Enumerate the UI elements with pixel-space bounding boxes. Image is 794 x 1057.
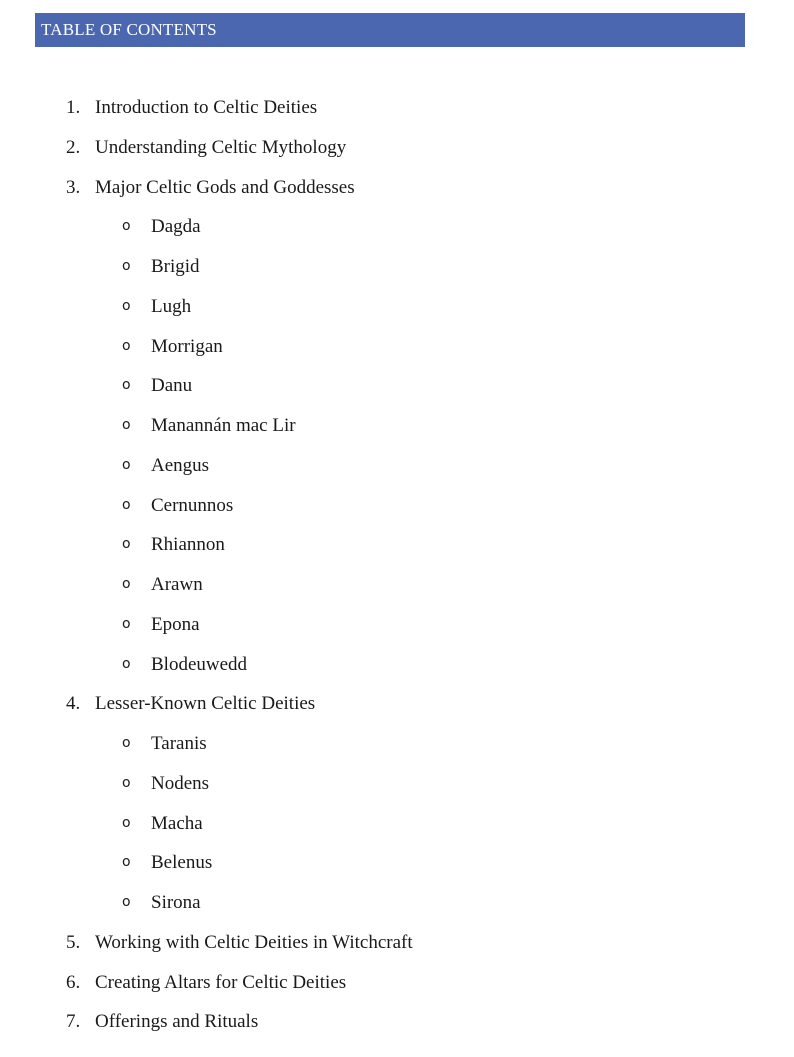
section-number: 7.: [66, 1011, 81, 1033]
hollow-bullet-icon: o: [122, 218, 131, 235]
deity-name: Taranis: [151, 733, 207, 754]
hollow-bullet-icon: o: [122, 456, 131, 473]
toc-subsection[interactable]: [0, 645, 794, 685]
toc-subsection[interactable]: [0, 605, 794, 645]
toc-subsection[interactable]: [0, 525, 794, 565]
hollow-bullet-icon: o: [122, 496, 131, 513]
toc-subsection[interactable]: [0, 565, 794, 605]
toc-section[interactable]: [0, 923, 794, 963]
hollow-bullet-icon: o: [122, 774, 131, 791]
toc-subsection[interactable]: [0, 207, 794, 247]
section-title: Working with Celtic Deities in Witchcraft: [95, 931, 413, 953]
deity-name: Dagda: [151, 216, 201, 238]
toc-subsection[interactable]: [0, 247, 794, 287]
hollow-bullet-icon: o: [122, 536, 131, 553]
toc-subsection[interactable]: [0, 406, 794, 446]
deity-name: Macha: [151, 812, 203, 834]
section-number: 2.: [66, 136, 81, 158]
section-title: Offerings and Rituals: [95, 1011, 259, 1033]
toc-subsection[interactable]: [0, 327, 794, 367]
toc-section[interactable]: [0, 963, 794, 1003]
toc-subsection[interactable]: [0, 724, 794, 764]
toc-subsection[interactable]: [0, 883, 794, 923]
deity-name: Cernunnos: [151, 494, 234, 516]
hollow-bullet-icon: o: [122, 894, 131, 910]
deity-name: Epona: [151, 613, 200, 635]
hollow-bullet-icon: o: [122, 655, 131, 672]
hollow-bullet-icon: o: [122, 814, 131, 831]
toc-section[interactable]: [0, 128, 794, 168]
hollow-bullet-icon: o: [122, 735, 131, 751]
toc-section[interactable]: [0, 168, 794, 208]
section-title: Creating Altars for Celtic Deities: [95, 971, 347, 993]
table-of-contents: [0, 88, 794, 1042]
toc-subsection[interactable]: [0, 764, 794, 804]
section-number: 5.: [66, 931, 81, 953]
toc-header-bar: [35, 13, 745, 47]
deity-name: Manannán mac Lir: [151, 415, 296, 436]
section-title: Major Celtic Gods and Goddesses: [95, 176, 355, 198]
deity-name: Morrigan: [151, 335, 223, 357]
hollow-bullet-icon: o: [122, 417, 131, 433]
hollow-bullet-icon: o: [122, 377, 131, 394]
toc-section[interactable]: [0, 88, 794, 128]
deity-name: Aengus: [151, 454, 210, 476]
section-title: Introduction to Celtic Deities: [95, 97, 318, 118]
deity-name: Rhiannon: [151, 534, 225, 556]
deity-name: Brigid: [151, 256, 200, 277]
deity-name: Lugh: [151, 295, 192, 317]
section-title: Lesser-Known Celtic Deities: [95, 693, 316, 715]
toc-section[interactable]: [0, 1002, 794, 1042]
toc-heading: TABLE OF CONTENTS: [41, 20, 217, 39]
hollow-bullet-icon: o: [122, 337, 131, 354]
section-number: 3.: [66, 176, 81, 198]
deity-name: Sirona: [151, 892, 201, 913]
toc-subsection[interactable]: [0, 446, 794, 486]
section-number: 6.: [66, 971, 81, 993]
hollow-bullet-icon: o: [122, 615, 131, 632]
deity-name: Belenus: [151, 852, 213, 874]
toc-subsection[interactable]: [0, 287, 794, 327]
hollow-bullet-icon: o: [122, 258, 131, 274]
hollow-bullet-icon: o: [122, 854, 131, 871]
toc-section[interactable]: [0, 684, 794, 724]
toc-subsection[interactable]: [0, 366, 794, 406]
deity-name: Nodens: [151, 772, 210, 794]
section-number: 4.: [66, 693, 81, 715]
deity-name: Blodeuwedd: [151, 653, 248, 675]
section-title: Understanding Celtic Mythology: [95, 136, 347, 158]
section-number: 1.: [66, 97, 81, 118]
toc-subsection[interactable]: [0, 486, 794, 526]
deity-name: Arawn: [151, 574, 203, 595]
hollow-bullet-icon: o: [122, 576, 131, 592]
hollow-bullet-icon: o: [122, 297, 131, 314]
toc-subsection[interactable]: [0, 843, 794, 883]
toc-subsection[interactable]: [0, 804, 794, 844]
deity-name: Danu: [151, 375, 193, 397]
